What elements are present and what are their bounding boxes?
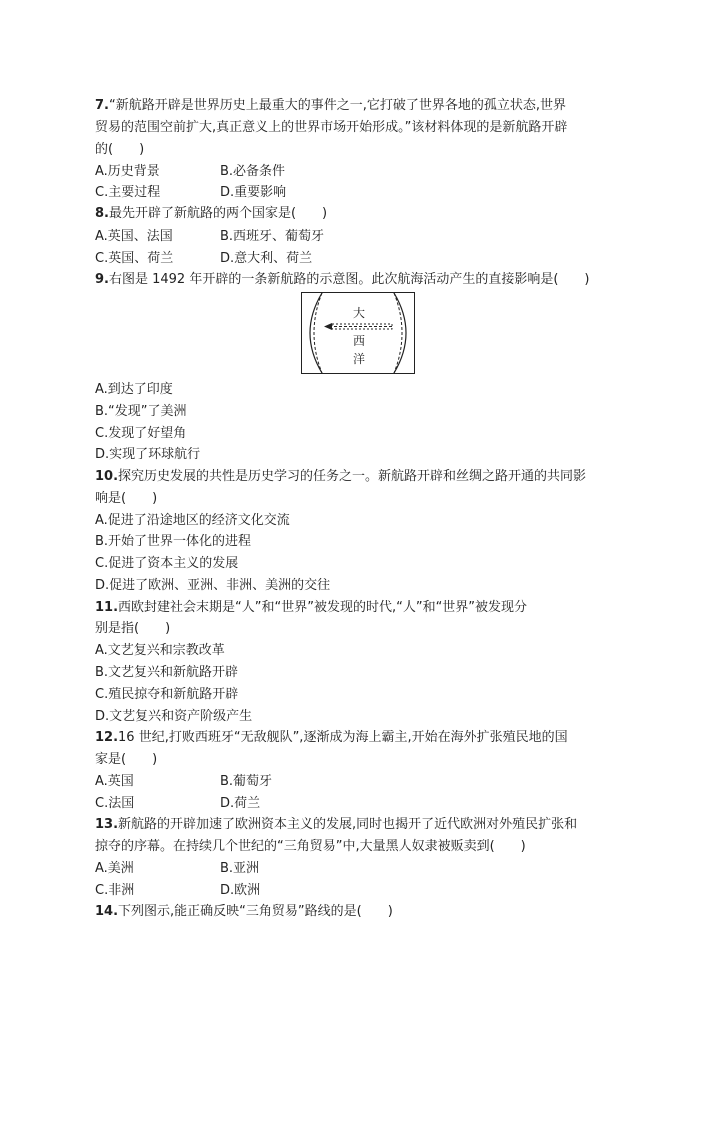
question-9-option-c[interactable]: C.发现了好望角 bbox=[95, 426, 187, 441]
question-13-line-1 bbox=[95, 816, 577, 834]
question-13-line-2: 掠夺的序幕。在持续几个世纪的“三角贸易”中,大量黑人奴隶被贩卖到( ) bbox=[95, 839, 526, 854]
new-world-coast-line bbox=[394, 293, 406, 373]
question-13-option-c[interactable]: C.非洲 bbox=[95, 883, 135, 898]
question-10-option-a[interactable]: A.促进了沿途地区的经济文化交流 bbox=[95, 513, 290, 528]
question-9-option-d[interactable]: D.实现了环球航行 bbox=[95, 447, 201, 462]
question-12-option-d[interactable]: D.荷兰 bbox=[220, 796, 261, 811]
question-10-option-b[interactable]: B.开始了世界一体化的进程 bbox=[95, 534, 252, 549]
question-13-option-b[interactable]: B.亚洲 bbox=[220, 861, 260, 876]
question-12-option-b[interactable]: B.葡萄牙 bbox=[220, 774, 273, 789]
question-10-number: 10. bbox=[95, 469, 119, 484]
question-12-option-a[interactable]: A.英国 bbox=[95, 774, 134, 789]
question-12-line-1 bbox=[95, 729, 568, 747]
question-8-number: 8. bbox=[95, 206, 109, 221]
question-11-option-c[interactable]: C.殖民掠夺和新航路开辟 bbox=[95, 687, 239, 702]
question-9-option-a[interactable]: A.到达了印度 bbox=[95, 382, 173, 397]
right-dashed-meridian bbox=[394, 293, 402, 373]
question-14-text-1: 下列图示,能正确反映“三角贸易”路线的是( ) bbox=[118, 904, 393, 919]
map-label-yang: 洋 bbox=[353, 352, 366, 366]
question-9-number: 9. bbox=[95, 272, 109, 287]
question-11-option-d[interactable]: D.文艺复兴和资产阶级产生 bbox=[95, 709, 253, 724]
question-8-option-b[interactable]: B.西班牙、葡萄牙 bbox=[220, 229, 325, 244]
question-11-option-a[interactable]: A.文艺复兴和宗教改革 bbox=[95, 643, 225, 658]
question-13-option-d[interactable]: D.欧洲 bbox=[220, 883, 261, 898]
question-14-line-1 bbox=[95, 903, 393, 921]
question-7-number: 7. bbox=[95, 98, 109, 113]
question-8-option-a[interactable]: A.英国、法国 bbox=[95, 229, 173, 244]
question-8-option-c[interactable]: C.英国、荷兰 bbox=[95, 251, 174, 266]
question-10-option-d[interactable]: D.促进了欧洲、亚洲、非洲、美洲的交往 bbox=[95, 578, 331, 593]
question-13-option-a[interactable]: A.美洲 bbox=[95, 861, 134, 876]
question-9-line-1 bbox=[95, 271, 589, 289]
question-7-line-2: 贸易的范围空前扩大,真正意义上的世界市场开始形成。”该材料体现的是新航路开辟 bbox=[95, 120, 568, 135]
question-10-line-2: 响是( ) bbox=[95, 491, 158, 506]
question-9-option-b[interactable]: B.“发现”了美洲 bbox=[95, 404, 187, 419]
question-12-number: 12. bbox=[95, 730, 119, 745]
question-10-text-1: 探究历史发展的共性是历史学习的任务之一。新航路开辟和丝绸之路开通的共同影 bbox=[118, 469, 587, 484]
question-7-text-1: “新航路开辟是世界历史上最重大的事件之一,它打破了世界各地的孤立状态,世界 bbox=[108, 98, 566, 113]
question-7-option-b[interactable]: B.必备条件 bbox=[220, 164, 286, 179]
question-8-option-d[interactable]: D.意大利、荷兰 bbox=[220, 251, 313, 266]
route-arrow-icon bbox=[324, 323, 332, 330]
question-8-line-1 bbox=[95, 205, 327, 223]
question-7-line-3: 的( ) bbox=[95, 142, 145, 157]
question-7-option-a[interactable]: A.历史背景 bbox=[95, 164, 160, 179]
map-label-da: 大 bbox=[353, 306, 366, 320]
old-world-coast-line bbox=[310, 293, 322, 373]
left-dashed-meridian bbox=[314, 293, 322, 373]
question-7-line-1 bbox=[95, 97, 566, 115]
question-11-option-b[interactable]: B.文艺复兴和新航路开辟 bbox=[95, 665, 239, 680]
question-14-number: 14. bbox=[95, 904, 119, 919]
question-12-line-2: 家是( ) bbox=[95, 752, 158, 767]
question-11-number: 11. bbox=[95, 600, 119, 615]
question-11-line-2: 别是指( ) bbox=[95, 621, 171, 636]
question-7-option-d[interactable]: D.重要影响 bbox=[220, 185, 287, 200]
question-11-text-1: 西欧封建社会末期是“人”和“世界”被发现的时代,“人”和“世界”被发现分 bbox=[118, 600, 528, 615]
question-10-option-c[interactable]: C.促进了资本主义的发展 bbox=[95, 556, 239, 571]
voyage-map-figure bbox=[301, 292, 415, 374]
question-11-line-1 bbox=[95, 599, 527, 617]
map-label-xi: 西 bbox=[353, 334, 366, 348]
question-9-text-1: 右图是 1492 年开辟的一条新航路的示意图。此次航海活动产生的直接影响是( ) bbox=[108, 272, 590, 287]
question-8-text-1: 最先开辟了新航路的两个国家是( ) bbox=[108, 206, 328, 221]
question-13-number: 13. bbox=[95, 817, 119, 832]
question-10-line-1 bbox=[95, 468, 586, 486]
question-12-option-c[interactable]: C.法国 bbox=[95, 796, 135, 811]
question-13-text-1: 新航路的开辟加速了欧洲资本主义的发展,同时也揭开了近代欧洲对外殖民扩张和 bbox=[118, 817, 578, 832]
question-7-option-c[interactable]: C.主要过程 bbox=[95, 185, 161, 200]
question-12-text-1: 16 世纪,打败西班牙“无敌舰队”,逐渐成为海上霸主,开始在海外扩张殖民地的国 bbox=[118, 730, 568, 745]
